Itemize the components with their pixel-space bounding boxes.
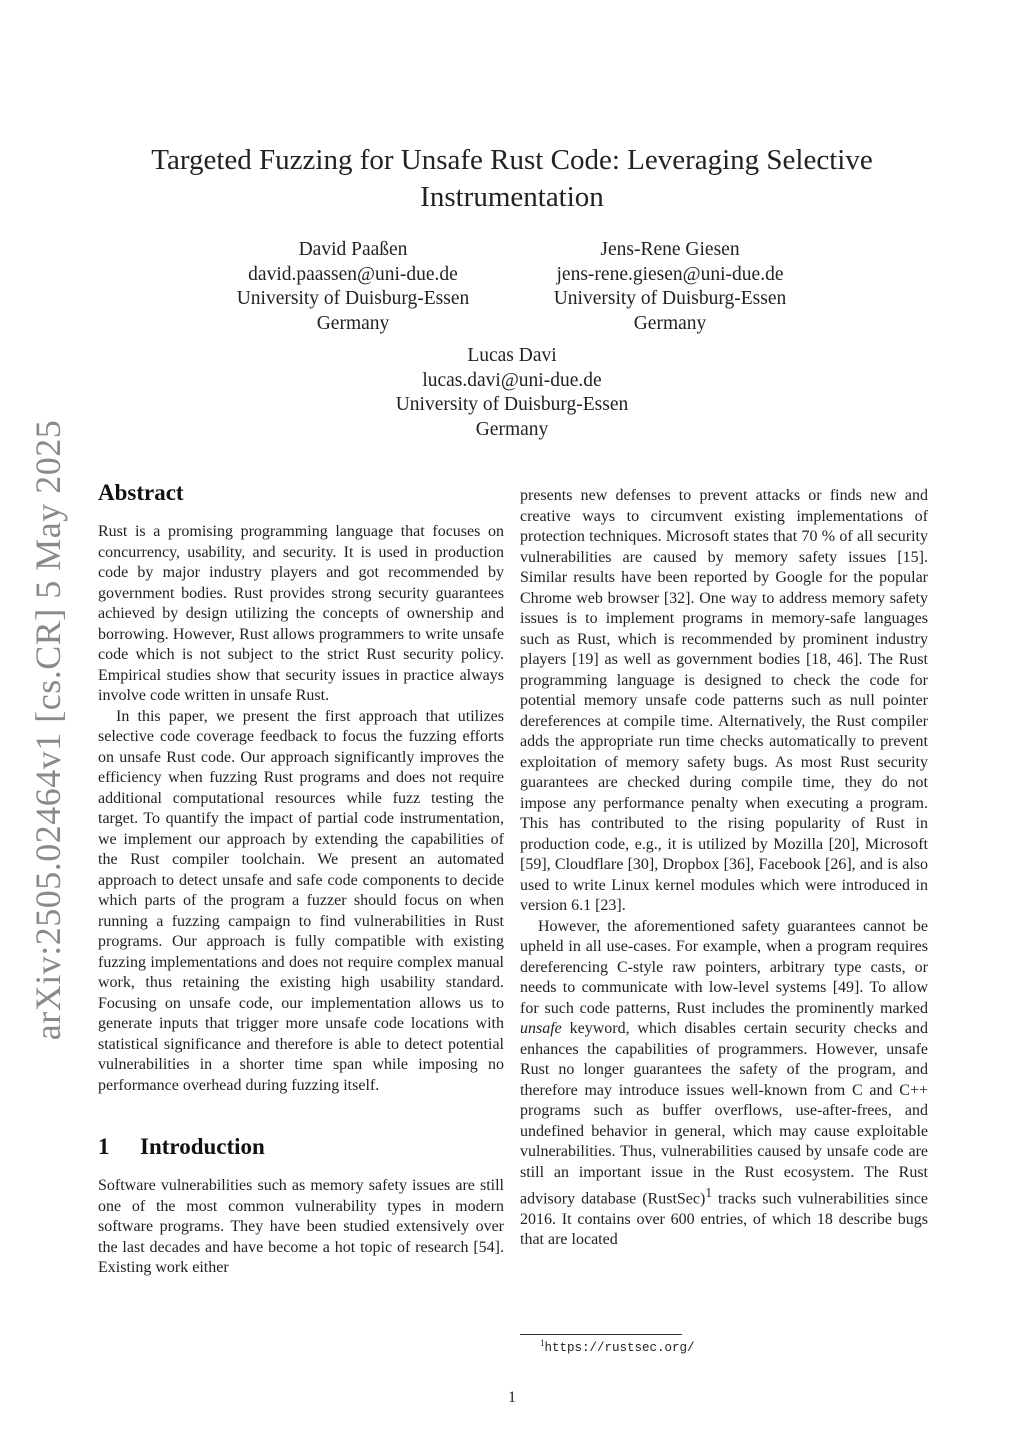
abstract-paragraph: In this paper, we present the first approach that utilizes selective code coverage feedback to focus the fuzzing efforts on unsafe Rust code. Our approach significantly improves the efficiency when fuzzing Rust programs and does not require additional computational resources while fuzz testing the target. To quantify the impact of partial code instrumentation, we implement our approach by extending the capabilities of the Rust compiler toolchain. We present an automated approach to detect unsafe and safe code components to decide which parts of the program a fuzzer should focus on when running a fuzzing campaign to find vulnerabilities in Rust programs. Our approach is fully compatible with existing fuzzing implementations and does not require complex manual work, thus retaining the existing high usability standard. Focusing on unsafe code, our implementation allows us to generate inputs that trigger more unsafe code locations with statistical significance and therefore is able to detect potential vulnerabilities in a shorter time span while imposing no performance overhead during fuzzing itself. (98, 707, 504, 1094)
author-country: Germany (316, 312, 390, 334)
author-block (352, 344, 672, 442)
paper-title: Targeted Fuzzing for Unsafe Rust Code: Leveraging Selective Instrumentation (151, 144, 873, 213)
author-block (193, 238, 513, 336)
author-email: david.paassen@uni-due.de (248, 263, 458, 285)
left-column (98, 478, 504, 1279)
unsafe-keyword: unsafe (520, 1020, 562, 1037)
author-email: jens-rene.giesen@uni-due.de (556, 263, 784, 285)
author-country: Germany (633, 312, 707, 334)
author-email: lucas.davi@uni-due.de (422, 369, 602, 391)
footnote-marker: 1 (705, 1185, 712, 1200)
introduction-heading (98, 1132, 504, 1162)
section-number: 1 (98, 1134, 110, 1159)
author-affiliation: University of Duisburg-Essen (236, 288, 470, 309)
footnote-url[interactable]: https://rustsec.org/ (544, 1341, 695, 1356)
arxiv-identifier-stamp: arXiv:2505.02464v1 [cs.CR] 5 May 2025 (28, 419, 68, 1041)
author-name: Lucas Davi (467, 345, 557, 366)
abstract-heading: Abstract (98, 480, 184, 505)
section-title-text: Introduction (140, 1134, 265, 1159)
page-number: 1 (508, 1389, 516, 1406)
intro-paragraph-continued: presents new defenses to prevent attacks or finds new and creative ways to circumvent existing implementations of protection techniques. Microsoft states that 70 % of all security vulnerabilities are caused by memory safety issues [15]. Similar results have been reported by Google for the popular Chrome web browser [32]. One way to address memory safety issues is to implement programs in memory-safe languages such as Rust, which is recommended by prominent industry players [19] as well as government bodies [18, 46]. The Rust programming language is designed to check the code for potential memory unsafe code patterns such as null pointer dereferences at compile time. Alternatively, the Rust compiler adds the appropriate run time checks automatically to prevent exploitation of memory safety bugs. As most Rust security guarantees are checked during compile time, they do not impose any performance penalty when executing a program. This has contributed to the rising popularity of Rust in production code, e.g., it is utilized by Mozilla [20], Microsoft [59], Cloudflare [30], Dropbox [36], Facebook [26], and is also used to write Linux kernel modules which were introduced in version 6.1 [23]. (520, 487, 928, 914)
footnote-number: 1 (540, 1338, 545, 1348)
author-affiliation: University of Duisburg-Essen (395, 394, 629, 415)
abstract-paragraph: Rust is a promising programming language that focuses on concurrency, usability, and security. It is used in production code by major industry players and got recommended by government bodies. Rust provides strong security guarantees achieved by design utilizing the concepts of ownership and borrowing. However, Rust allows programmers to write unsafe code which is not subject to the strict Rust security policy. Empirical studies show that security issues in practice always involve code written in unsafe Rust. (98, 523, 504, 704)
right-column (520, 486, 928, 1251)
footnote-divider (520, 1334, 682, 1335)
footnote (540, 1338, 695, 1355)
author-name: Jens-Rene Giesen (600, 239, 740, 260)
author-country: Germany (475, 418, 549, 440)
intro-paragraph: However, the aforementioned safety guarantees cannot be upheld in all use-cases. For example, when a program requires dereferencing C-style raw pointers, arbitrary type casts, or needs to communicate with low-level systems [49]. To allow for such code patterns, Rust includes the prominently marked unsafe keyword, which disables certain security checks and enhances the capabilities of programmers. However, unsafe Rust no longer guarantees the safety of the program, and therefore may introduce issues well-known from C and C++ programs such as buffer overflows, use-after-frees, and undefined behavior in general, which may cause exploitable vulnerabilities. Thus, vulnerabilities caused by unsafe code are still an important issue in the Rust ecosystem. The Rust advisory database (RustSec)$^1$ tracks such vulnerabilities since 2016. It contains over 600 entries, of which 18 describe bugs that are located (520, 917, 929, 1249)
author-block (510, 238, 830, 336)
author-name: David Paaßen (298, 239, 408, 260)
author-affiliation: University of Duisburg-Essen (553, 288, 787, 309)
intro-paragraph: Software vulnerabilities such as memory safety issues are still one of the most common vulnerability types in modern software programs. They have been studied extensively over the last decades and have become a hot topic of research [54]. Existing work either (98, 1177, 504, 1276)
